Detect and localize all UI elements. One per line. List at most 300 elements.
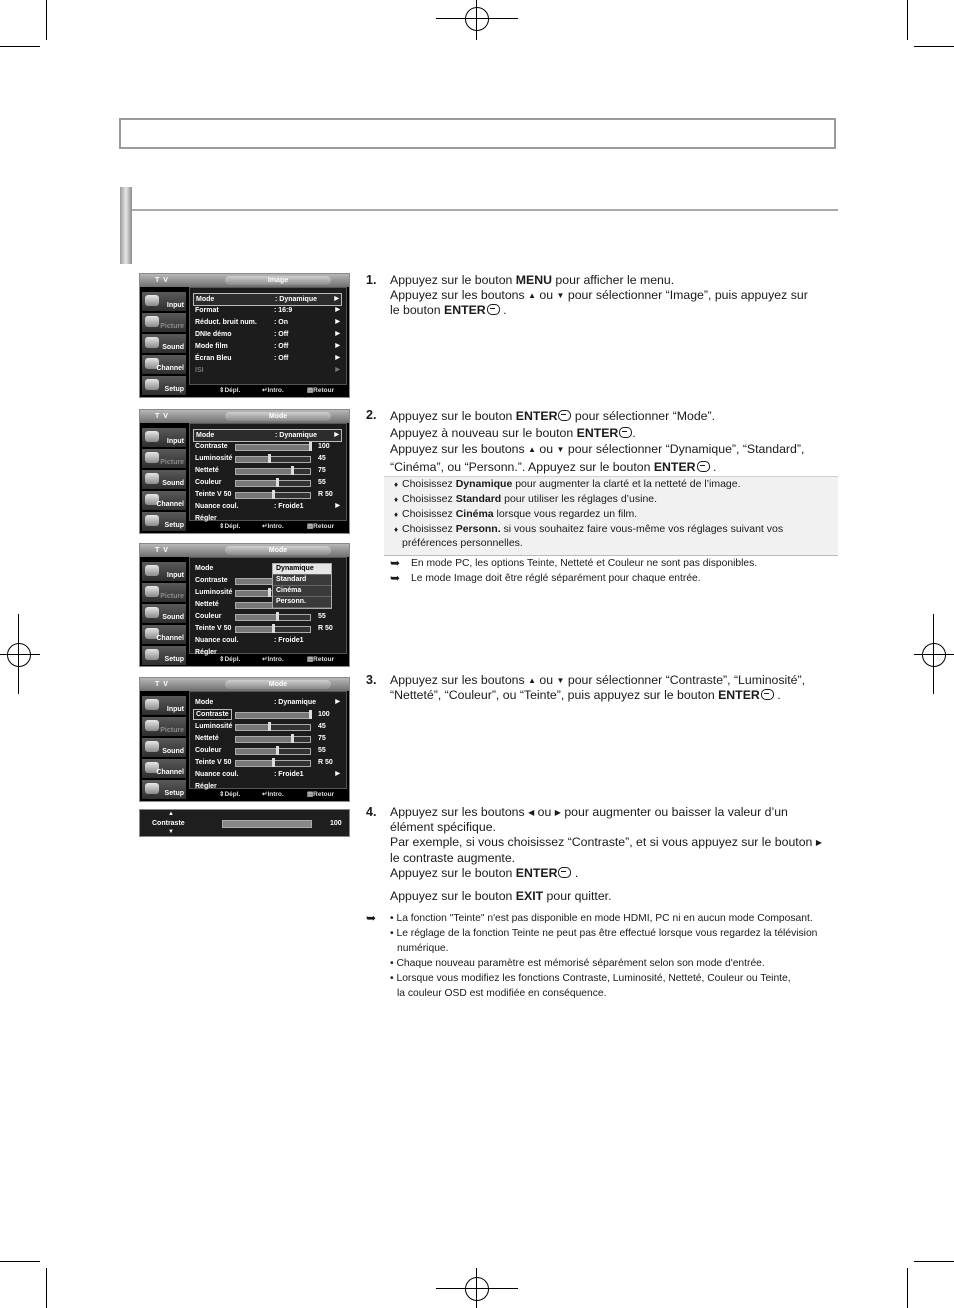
slider-track[interactable] bbox=[222, 820, 312, 828]
mode-dropdown-list[interactable] bbox=[272, 563, 332, 609]
dropdown-option-personn[interactable]: Personn. bbox=[273, 597, 331, 608]
setup-icon bbox=[145, 649, 159, 660]
osd-row-number: 75 bbox=[318, 467, 326, 474]
osd-side-sound[interactable] bbox=[142, 334, 186, 354]
right-arrow-icon: ▶ bbox=[554, 808, 561, 817]
osd-row-value: : 16:9 bbox=[274, 307, 293, 314]
osd-side-input[interactable] bbox=[142, 428, 186, 448]
picture-icon bbox=[145, 316, 159, 327]
osd-row-key: ISI bbox=[195, 367, 204, 374]
osd-side-setup[interactable] bbox=[142, 376, 186, 396]
slider-fill bbox=[236, 713, 310, 718]
osd-row-noise[interactable] bbox=[193, 317, 342, 328]
registration-line-top-h bbox=[436, 18, 518, 19]
left-arrow-icon: ◀ bbox=[528, 808, 535, 817]
slider-track[interactable] bbox=[235, 748, 311, 755]
osd-row-key: Luminosité bbox=[195, 723, 233, 730]
move-hint: ⇕Dépl. bbox=[219, 656, 241, 663]
picture-icon bbox=[145, 452, 159, 463]
enter-icon bbox=[558, 410, 571, 421]
sound-icon bbox=[145, 607, 159, 618]
step-number: 3. bbox=[366, 673, 377, 687]
slider-knob[interactable] bbox=[291, 734, 294, 743]
osd-row-key: Régler bbox=[195, 515, 217, 522]
osd-footer bbox=[189, 522, 347, 532]
sound-icon bbox=[145, 473, 159, 484]
osd-row-key: Couleur bbox=[195, 613, 222, 620]
osd-side-sound[interactable] bbox=[142, 604, 186, 624]
osd-row-slider[interactable] bbox=[193, 489, 342, 500]
osd-row-key: Luminosité bbox=[195, 455, 233, 462]
enter-icon bbox=[619, 427, 632, 438]
osd-row-value: : Froide1 bbox=[274, 637, 304, 644]
osd-row-slider[interactable] bbox=[193, 623, 342, 634]
enter-hint: ↵Intro. bbox=[262, 791, 284, 798]
osd-header bbox=[140, 544, 349, 557]
slider-value: 100 bbox=[330, 820, 342, 827]
osd-row-film[interactable] bbox=[193, 341, 342, 352]
osd-row-key: Netteté bbox=[195, 601, 219, 608]
slider-fill bbox=[223, 821, 311, 827]
slider-fill bbox=[236, 761, 273, 766]
osd-side-channel[interactable] bbox=[142, 625, 186, 645]
osd-side-label: Sound bbox=[162, 480, 184, 487]
osd-row-number: 55 bbox=[318, 613, 326, 620]
step-line: Par exemple, si vous choisissez “Contraste”, et si vous appuyez sur le bouton ▶ bbox=[390, 835, 822, 850]
osd-side-sound[interactable] bbox=[142, 738, 186, 758]
osd-row-format[interactable] bbox=[193, 305, 342, 316]
slider-track[interactable] bbox=[235, 712, 311, 719]
osd-side-label: Setup bbox=[164, 522, 184, 529]
osd-sidebar bbox=[140, 557, 188, 666]
osd-tv-label: T V bbox=[155, 681, 169, 688]
step-line: le contraste augmente. bbox=[390, 850, 516, 865]
picture-icon bbox=[145, 586, 159, 597]
osd-row-key: Régler bbox=[195, 783, 217, 790]
osd-side-label: Setup bbox=[164, 386, 184, 393]
registration-line-right-v bbox=[933, 614, 934, 694]
slider-track[interactable] bbox=[235, 736, 311, 743]
osd-row-key: Teinte V 50 bbox=[195, 759, 232, 766]
step-number: 1. bbox=[366, 273, 377, 287]
osd-row-key: Contraste bbox=[195, 443, 228, 450]
return-hint: ▤Retour bbox=[307, 656, 335, 663]
dropdown-option-cinema[interactable]: Cinéma bbox=[273, 586, 331, 597]
osd-side-label: Sound bbox=[162, 344, 184, 351]
osd-row-value: : Dynamique bbox=[274, 699, 317, 706]
section-line bbox=[132, 209, 838, 211]
osd-side-label: Picture bbox=[160, 323, 184, 330]
osd-row-number: R 50 bbox=[318, 759, 333, 766]
osd-row-mode[interactable] bbox=[193, 697, 342, 708]
osd-side-channel[interactable] bbox=[142, 491, 186, 511]
enter-icon bbox=[558, 867, 571, 878]
down-arrow-icon: ▼ bbox=[556, 676, 565, 685]
osd-side-label: Input bbox=[166, 572, 184, 579]
registration-line-top-v bbox=[476, 0, 477, 40]
osd-row-slider[interactable] bbox=[193, 453, 342, 464]
osd-sidebar bbox=[140, 287, 188, 397]
step-line: “Cinéma”, ou “Personn.”. Appuyez sur le bouton ENTER . bbox=[390, 459, 717, 474]
setup-icon bbox=[145, 515, 159, 526]
slider-fill bbox=[236, 493, 273, 498]
osd-side-label: Setup bbox=[164, 656, 184, 663]
slider-knob[interactable] bbox=[268, 454, 271, 463]
chevron-right-icon: ▶ bbox=[335, 331, 340, 337]
slider-fill bbox=[236, 749, 277, 754]
osd-side-label: Channel bbox=[156, 635, 184, 642]
crop-mark-tl-h bbox=[0, 46, 40, 47]
note-line: la couleur OSD est modifiée en conséquence. bbox=[397, 988, 607, 999]
slider-fill bbox=[236, 457, 269, 462]
step-number: 4. bbox=[366, 805, 377, 819]
slider-fill bbox=[236, 725, 269, 730]
osd-row-isi[interactable] bbox=[193, 365, 342, 376]
osd-side-picture[interactable] bbox=[142, 583, 186, 603]
osd-tv-label: T V bbox=[155, 413, 169, 420]
osd-row-number: 55 bbox=[318, 747, 326, 754]
osd-row-key: Couleur bbox=[195, 479, 222, 486]
osd-mode-dropdown bbox=[139, 543, 350, 667]
osd-side-channel[interactable] bbox=[142, 759, 186, 779]
registration-mark-right bbox=[922, 643, 946, 667]
osd-row-key: Format bbox=[195, 307, 219, 314]
step-body bbox=[390, 805, 860, 904]
osd-row-slider[interactable] bbox=[193, 709, 342, 720]
step-line: le bouton ENTER . bbox=[390, 303, 507, 318]
osd-row-key: Écran Bleu bbox=[195, 355, 232, 362]
up-arrow-icon: ▲ bbox=[528, 676, 537, 685]
chevron-right-icon: ▶ bbox=[335, 355, 340, 361]
osd-row-slider[interactable] bbox=[193, 757, 342, 768]
osd-side-setup[interactable] bbox=[142, 646, 186, 666]
enter-icon bbox=[487, 304, 500, 315]
dropdown-option-dynamique[interactable]: Dynamique bbox=[273, 564, 331, 575]
osd-row-key: Mode film bbox=[195, 343, 228, 350]
osd-row-key: Netteté bbox=[195, 735, 219, 742]
enter-hint: ↵Intro. bbox=[262, 387, 284, 394]
registration-mark-bottom bbox=[465, 1277, 489, 1301]
registration-line-bottom-h bbox=[436, 1288, 518, 1289]
osd-title: Mode bbox=[225, 680, 331, 689]
setup-icon bbox=[145, 379, 159, 390]
osd-side-label: Picture bbox=[160, 727, 184, 734]
osd-side-label: Picture bbox=[160, 459, 184, 466]
crop-mark-tr-h bbox=[914, 46, 954, 47]
enter-icon bbox=[761, 689, 774, 700]
osd-row-slider[interactable] bbox=[193, 733, 342, 744]
osd-side-sound[interactable] bbox=[142, 470, 186, 490]
registration-line-right-h bbox=[914, 654, 954, 655]
osd-row-key: Contraste bbox=[195, 577, 228, 584]
osd-row-slider[interactable] bbox=[193, 721, 342, 732]
slider-track[interactable] bbox=[235, 614, 311, 621]
chevron-right-icon: ▶ bbox=[335, 771, 340, 777]
slider-knob[interactable] bbox=[309, 710, 312, 719]
step-line: Appuyez sur les boutons ◀ ou ▶ pour augmenter ou baisser la valeur d’un bbox=[390, 805, 788, 819]
osd-row-slider[interactable] bbox=[193, 611, 342, 622]
right-arrow-icon: ▶ bbox=[815, 838, 822, 848]
slider-fill bbox=[236, 591, 269, 596]
step-line: Appuyez sur le bouton EXIT pour quitter. bbox=[390, 889, 612, 904]
chevron-right-icon: ▶ bbox=[335, 503, 340, 509]
chevron-right-icon: ▶ bbox=[335, 343, 340, 349]
up-arrow-icon: ▲ bbox=[528, 291, 537, 301]
enter-icon bbox=[697, 461, 710, 472]
chevron-right-icon: ▶ bbox=[335, 307, 340, 313]
step-body bbox=[390, 673, 860, 703]
registration-mark-top bbox=[465, 7, 489, 31]
step-line: Appuyez sur le bouton ENTER pour sélectionner “Mode”. bbox=[390, 409, 716, 423]
slider-fill bbox=[236, 627, 273, 632]
step-body bbox=[390, 408, 860, 475]
osd-row-key: Nuance coul. bbox=[195, 637, 239, 644]
osd-side-picture[interactable] bbox=[142, 449, 186, 469]
input-icon bbox=[145, 295, 159, 306]
osd-row-key: Nuance coul. bbox=[195, 503, 239, 510]
chevron-down-icon: ▼ bbox=[168, 829, 174, 835]
mode-options-note: ♦ Choisissez Dynamique pour augmenter la clarté et la netteté de l’image. ♦ Choisissez Standard pour utiliser les réglages d’usine. ♦ Choisissez Cinéma lorsque vous regardez un film. ♦ Choisissez Personn. si vous souhaitez faire vous-même vos réglages suivant vos préférences personnelles. bbox=[384, 476, 838, 556]
enter-hint: ↵Intro. bbox=[262, 523, 284, 530]
section-bar bbox=[120, 187, 132, 264]
osd-side-input[interactable] bbox=[142, 292, 186, 312]
slider-knob[interactable] bbox=[309, 442, 312, 451]
diamond-bullet-icon: ♦ bbox=[394, 525, 399, 534]
up-arrow-icon: ▲ bbox=[528, 445, 537, 454]
note-arrow-icon: ➥ bbox=[366, 911, 377, 925]
osd-side-label: Input bbox=[166, 706, 184, 713]
slider-fill bbox=[236, 737, 292, 742]
osd-row-nuance[interactable] bbox=[193, 501, 342, 512]
osd-side-label: Channel bbox=[156, 365, 184, 372]
osd-row-key: Mode bbox=[196, 432, 215, 439]
osd-main bbox=[189, 691, 347, 789]
osd-sidebar bbox=[140, 423, 188, 533]
osd-row-dnie[interactable] bbox=[193, 329, 342, 340]
osd-header bbox=[140, 678, 349, 691]
return-hint: ▤Retour bbox=[307, 387, 335, 394]
sound-icon bbox=[145, 741, 159, 752]
down-arrow-icon: ▼ bbox=[556, 445, 565, 454]
osd-side-label: Setup bbox=[164, 790, 184, 797]
step-line: Appuyez sur les boutons ▲ ou ▼ pour sélectionner “Contraste”, “Luminosité”, bbox=[390, 673, 806, 687]
osd-title: Image bbox=[225, 276, 331, 285]
dropdown-option-standard[interactable]: Standard bbox=[273, 575, 331, 586]
registration-line-left-v bbox=[18, 614, 19, 694]
osd-side-setup[interactable] bbox=[142, 780, 186, 800]
step-line: Appuyez sur le bouton MENU pour afficher le menu. bbox=[390, 273, 675, 287]
return-hint: ▤Retour bbox=[307, 523, 335, 530]
osd-row-key: Luminosité bbox=[195, 589, 233, 596]
slider-track[interactable] bbox=[235, 492, 311, 499]
osd-title: Mode bbox=[225, 546, 331, 555]
osd-side-label: Channel bbox=[156, 501, 184, 508]
osd-main bbox=[189, 557, 347, 654]
osd-row-key: Mode bbox=[195, 699, 214, 706]
slider-fill bbox=[236, 481, 277, 486]
osd-row-number: 45 bbox=[318, 455, 326, 462]
slider-track[interactable] bbox=[235, 626, 311, 633]
osd-row-key: Teinte V 50 bbox=[195, 491, 232, 498]
crop-mark-tl-v bbox=[46, 0, 47, 40]
registration-line-bottom-v bbox=[476, 1268, 477, 1308]
osd-footer bbox=[189, 386, 347, 396]
step-line: Appuyez sur le bouton ENTER . bbox=[390, 865, 579, 880]
osd-row-value: : Off bbox=[274, 355, 289, 362]
osd-row-number: 45 bbox=[318, 723, 326, 730]
note-line: Le mode Image doit être réglé séparément pour chaque entrée. bbox=[411, 573, 701, 584]
sound-icon bbox=[145, 337, 159, 348]
diamond-bullet-icon: ♦ bbox=[394, 510, 399, 519]
osd-row-value: : Dynamique bbox=[275, 432, 318, 439]
osd-row-value: : Off bbox=[274, 331, 289, 338]
note-line: numérique. bbox=[397, 943, 449, 954]
osd-row-key: Contraste bbox=[193, 709, 232, 720]
input-icon bbox=[145, 431, 159, 442]
chevron-right-icon: ▶ bbox=[335, 319, 340, 325]
step-line: élément spécifique. bbox=[390, 820, 496, 835]
osd-row-key: Mode bbox=[196, 296, 215, 303]
slider-knob[interactable] bbox=[276, 746, 279, 755]
osd-row-key: Régler bbox=[195, 649, 217, 656]
osd-side-input[interactable] bbox=[142, 562, 186, 582]
slider-fill bbox=[236, 615, 277, 620]
osd-row-key: DNIe démo bbox=[195, 331, 232, 338]
chevron-up-icon: ▲ bbox=[168, 811, 174, 817]
crop-mark-tr-v bbox=[907, 0, 908, 40]
slider-knob[interactable] bbox=[291, 466, 294, 475]
step-number: 2. bbox=[366, 408, 377, 422]
osd-side-label: Channel bbox=[156, 769, 184, 776]
slider-knob[interactable] bbox=[268, 722, 271, 731]
down-arrow-icon: ▼ bbox=[556, 291, 565, 301]
osd-side-picture[interactable] bbox=[142, 313, 186, 333]
osd-row-number: R 50 bbox=[318, 491, 333, 498]
osd-header bbox=[140, 410, 349, 423]
osd-main bbox=[189, 423, 347, 521]
registration-mark-left bbox=[7, 643, 31, 667]
picture-icon bbox=[145, 720, 159, 731]
slider-label: Contraste bbox=[152, 820, 185, 827]
osd-image-menu bbox=[139, 273, 350, 398]
osd-tv-label: T V bbox=[155, 547, 169, 554]
osd-row-number: 75 bbox=[318, 735, 326, 742]
diamond-bullet-icon: ♦ bbox=[394, 495, 399, 504]
osd-row-bluescreen[interactable] bbox=[193, 353, 342, 364]
step-line: “Netteté”, “Couleur”, ou “Teinte”, puis appuyez sur le bouton ENTER . bbox=[390, 688, 781, 703]
slider-track[interactable] bbox=[235, 480, 311, 487]
osd-row-number: 55 bbox=[318, 479, 326, 486]
slider-knob[interactable] bbox=[276, 478, 279, 487]
osd-side-label: Input bbox=[166, 438, 184, 445]
osd-side-input[interactable] bbox=[142, 696, 186, 716]
slider-fill bbox=[236, 469, 292, 474]
osd-side-channel[interactable] bbox=[142, 355, 186, 375]
osd-row-value: : On bbox=[274, 319, 288, 326]
slider-track[interactable] bbox=[235, 724, 311, 731]
osd-side-label: Picture bbox=[160, 593, 184, 600]
osd-title: Mode bbox=[225, 412, 331, 421]
osd-side-label: Input bbox=[166, 302, 184, 309]
crop-mark-br-h bbox=[914, 1261, 954, 1262]
diamond-bullet-icon: ♦ bbox=[394, 480, 399, 489]
slider-knob[interactable] bbox=[268, 588, 271, 597]
note-line: • La fonction "Teinte" n'est pas disponible en mode HDMI, PC ni en aucun mode Composant. bbox=[390, 913, 813, 924]
slider-track[interactable] bbox=[235, 468, 311, 475]
osd-row-slider[interactable] bbox=[193, 465, 342, 476]
slider-track[interactable] bbox=[235, 444, 311, 451]
osd-row-slider[interactable] bbox=[193, 477, 342, 488]
enter-hint: ↵Intro. bbox=[262, 656, 284, 663]
osd-row-number: 100 bbox=[318, 711, 330, 718]
osd-row-key: Couleur bbox=[195, 747, 222, 754]
osd-row-slider[interactable] bbox=[193, 745, 342, 756]
crop-mark-br-v bbox=[907, 1268, 908, 1308]
note-line: • Le réglage de la fonction Teinte ne peut pas être effectué lorsque vous regardez la télévision bbox=[390, 928, 818, 939]
chevron-right-icon: ▶ bbox=[335, 367, 340, 373]
osd-side-label: Sound bbox=[162, 614, 184, 621]
osd-row-value: : Froide1 bbox=[274, 503, 304, 510]
slider-knob[interactable] bbox=[272, 490, 275, 499]
slider-track[interactable] bbox=[235, 456, 311, 463]
osd-row-value: : Froide1 bbox=[274, 771, 304, 778]
osd-mode-menu bbox=[139, 409, 350, 534]
osd-side-label: Sound bbox=[162, 748, 184, 755]
osd-side-picture[interactable] bbox=[142, 717, 186, 737]
input-icon bbox=[145, 699, 159, 710]
chevron-right-icon: ▶ bbox=[335, 699, 340, 705]
slider-track[interactable] bbox=[235, 760, 311, 767]
osd-row-number: R 50 bbox=[318, 625, 333, 632]
slider-knob[interactable] bbox=[272, 758, 275, 767]
step-line: Appuyez à nouveau sur le bouton ENTER . bbox=[390, 425, 636, 440]
step-body bbox=[390, 273, 860, 319]
return-hint: ▤Retour bbox=[307, 791, 335, 798]
move-hint: ⇕Dépl. bbox=[219, 387, 241, 394]
crop-mark-bl-v bbox=[46, 1268, 47, 1308]
osd-contrast-slider bbox=[139, 809, 350, 837]
slider-fill bbox=[236, 445, 310, 450]
osd-row-value: : Dynamique bbox=[275, 296, 318, 303]
input-icon bbox=[145, 565, 159, 576]
slider-knob[interactable] bbox=[276, 612, 279, 621]
move-hint: ⇕Dépl. bbox=[219, 791, 241, 798]
move-hint: ⇕Dépl. bbox=[219, 523, 241, 530]
crop-mark-bl-h bbox=[0, 1261, 40, 1262]
registration-line-left-h bbox=[0, 654, 40, 655]
slider-knob[interactable] bbox=[272, 624, 275, 633]
chevron-right-icon: ▶ bbox=[334, 432, 339, 438]
chevron-right-icon: ▶ bbox=[334, 296, 339, 302]
osd-header bbox=[140, 274, 349, 287]
osd-row-nuance[interactable] bbox=[193, 635, 342, 646]
osd-row-key: Teinte V 50 bbox=[195, 625, 232, 632]
osd-row-key: Réduct. bruit num. bbox=[195, 319, 257, 326]
osd-row-nuance[interactable] bbox=[193, 769, 342, 780]
note-arrow-icon: ➥ bbox=[390, 571, 401, 585]
osd-row-slider[interactable] bbox=[193, 441, 342, 452]
step-line: Appuyez sur les boutons ▲ ou ▼ pour sélectionner “Dynamique”, “Standard”, bbox=[390, 442, 805, 456]
note-arrow-icon: ➥ bbox=[390, 556, 401, 570]
osd-footer bbox=[189, 655, 347, 665]
osd-side-setup[interactable] bbox=[142, 512, 186, 532]
setup-icon bbox=[145, 783, 159, 794]
osd-row-value: : Off bbox=[274, 343, 289, 350]
note-line: En mode PC, les options Teinte, Netteté et Couleur ne sont pas disponibles. bbox=[411, 558, 758, 569]
note-line: • Chaque nouveau paramètre est mémorisé séparément selon son mode d'entrée. bbox=[390, 958, 765, 969]
osd-row-key: Netteté bbox=[195, 467, 219, 474]
osd-row-key: Nuance coul. bbox=[195, 771, 239, 778]
